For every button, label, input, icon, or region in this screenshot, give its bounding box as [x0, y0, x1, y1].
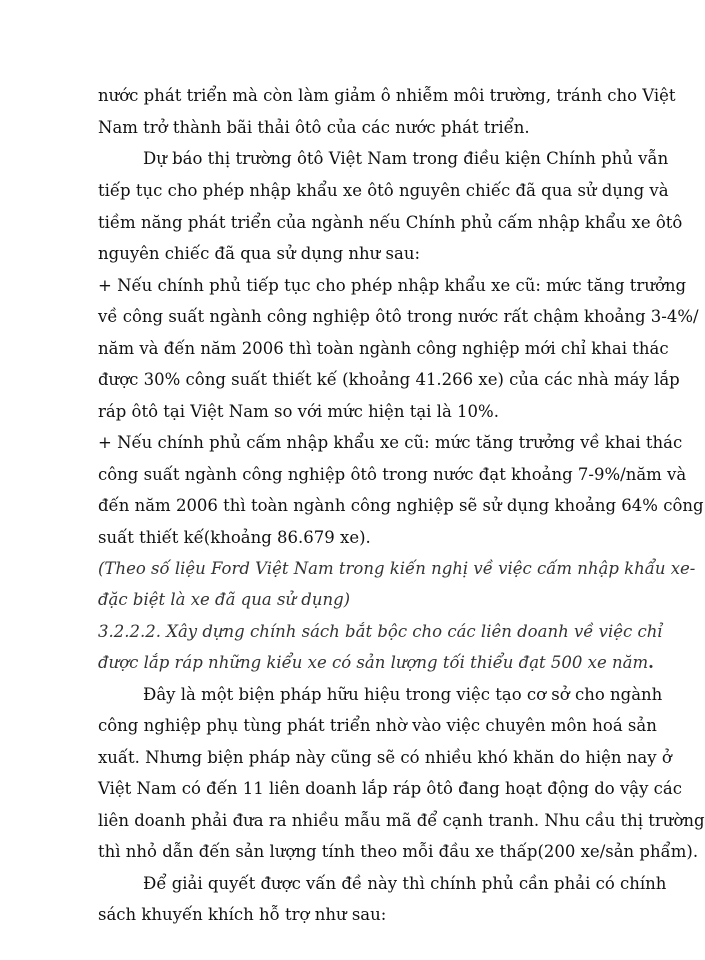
paragraph-line: nguyên chiếc đã qua sử dụng như sau:: [98, 244, 421, 263]
paragraph-line: suất thiết kế(khoảng 86.679 xe).: [98, 528, 371, 547]
bullet-line: + Nếu chính phủ tiếp tục cho phép nhập khẩu xe cũ: mức tăng trưởng: [98, 276, 687, 295]
paragraph-line: sách khuyến khích hỗ trợ như sau:: [98, 905, 387, 924]
paragraph-line: năm và đến năm 2006 thì toàn ngành công nghiệp mới chỉ khai thác: [98, 339, 669, 358]
paragraph-line: công suất ngành công nghiệp ôtô trong nước đạt khoảng 7-9%/năm và: [98, 465, 687, 484]
section-heading-line: 3.2.2.2. Xây dựng chính sách bắt bộc cho các liên doanh về việc chỉ: [98, 622, 663, 641]
paragraph-line: thì nhỏ dẫn đến sản lượng tính theo mỗi đầu xe thấp(200 xe/sản phẩm).: [98, 842, 699, 861]
paragraph-line: liên doanh phải đưa ra nhiều mẫu mã để cạnh tranh. Nhu cầu thị trường: [98, 811, 705, 830]
paragraph-line: về công suất ngành công nghiệp ôtô trong nước rất chậm khoảng 3-4%/: [98, 307, 699, 326]
section-heading-text: được lắp ráp những kiểu xe có sản lượng tối thiểu đạt 500 xe năm: [98, 653, 649, 672]
section-heading-line: [98, 647, 654, 679]
paragraph-line: tiềm năng phát triển của ngành nếu Chính phủ cấm nhập khẩu xe ôtô: [98, 213, 683, 232]
paragraph-line: nước phát triển mà còn làm giảm ô nhiễm môi trường, tránh cho Việt: [98, 86, 676, 105]
paragraph-line: được 30% công suất thiết kế (khoảng 41.266 xe) của các nhà máy lắp: [98, 370, 680, 389]
paragraph-line: đến năm 2006 thì toàn ngành công nghiệp sẽ sử dụng khoảng 64% công: [98, 496, 704, 515]
bullet-line: + Nếu chính phủ cấm nhập khẩu xe cũ: mức tăng trưởng về khai thác: [98, 433, 683, 452]
source-note-line: (Theo số liệu Ford Việt Nam trong kiến nghị về việc cấm nhập khẩu xe-: [98, 559, 696, 578]
paragraph-line: tiếp tục cho phép nhập khẩu xe ôtô nguyên chiếc đã qua sử dụng và: [98, 181, 669, 200]
paragraph-line: ráp ôtô tại Việt Nam so với mức hiện tại là 10%.: [98, 402, 499, 421]
paragraph-line: Đây là một biện pháp hữu hiệu trong việc tạo cơ sở cho ngành: [143, 685, 663, 704]
paragraph-line: Nam trở thành bãi thải ôtô của các nước phát triển.: [98, 118, 530, 137]
paragraph-line: Dự báo thị trường ôtô Việt Nam trong điều kiện Chính phủ vẫn: [143, 149, 669, 168]
section-heading-period: .: [648, 653, 654, 672]
paragraph-line: Việt Nam có đến 11 liên doanh lắp ráp ôtô đang hoạt động do vậy các: [98, 779, 682, 798]
paragraph-line: công nghiệp phụ tùng phát triển nhờ vào việc chuyên môn hoá sản: [98, 716, 657, 735]
source-note-line: đặc biệt là xe đã qua sử dụng): [98, 590, 351, 609]
paragraph-line: xuất. Nhưng biện pháp này cũng sẽ có nhiều khó khăn do hiện nay ở: [98, 748, 672, 767]
paragraph-line: Để giải quyết được vấn đề này thì chính phủ cần phải có chính: [143, 874, 667, 893]
